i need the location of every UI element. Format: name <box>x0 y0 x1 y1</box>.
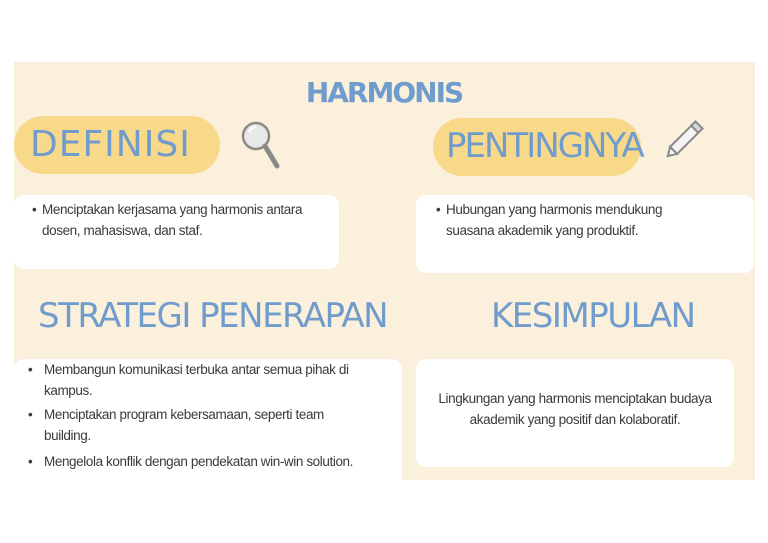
poster-title: HARMONIS <box>305 76 463 109</box>
definisi-heading: DEFINISI <box>30 124 191 165</box>
pencil-icon <box>664 114 710 160</box>
pentingnya-heading: PENTINGNYA <box>446 126 643 166</box>
strategi-card <box>14 359 402 480</box>
kesimpulan-heading: KESIMPULAN <box>491 296 695 336</box>
kesimpulan-card <box>416 359 734 467</box>
pentingnya-card <box>416 195 754 273</box>
definisi-text: • Menciptakan kerjasama yang harmonis antara dosen, mahasiswa, dan staf. <box>32 199 322 241</box>
kesimpulan-text: Lingkungan yang harmonis menciptakan budaya akademik yang positif dan kolaboratif. <box>438 391 712 427</box>
definisi-card <box>14 195 339 269</box>
magnifier-icon <box>238 118 282 172</box>
strategi-heading: STRATEGI PENERAPAN <box>38 296 388 336</box>
pentingnya-text: • Hubungan yang harmonis mendukung suasana akademik yang produktif. <box>436 199 706 241</box>
strategi-item: • Membangun komunikasi terbuka antar semua pihak di kampus. <box>28 359 396 401</box>
strategi-item: • Menciptakan program kebersamaan, seperti team building. <box>28 404 354 446</box>
strategi-list <box>28 359 396 472</box>
strategi-item: • Mengelola konflik dengan pendekatan win-win solution. <box>28 451 396 472</box>
